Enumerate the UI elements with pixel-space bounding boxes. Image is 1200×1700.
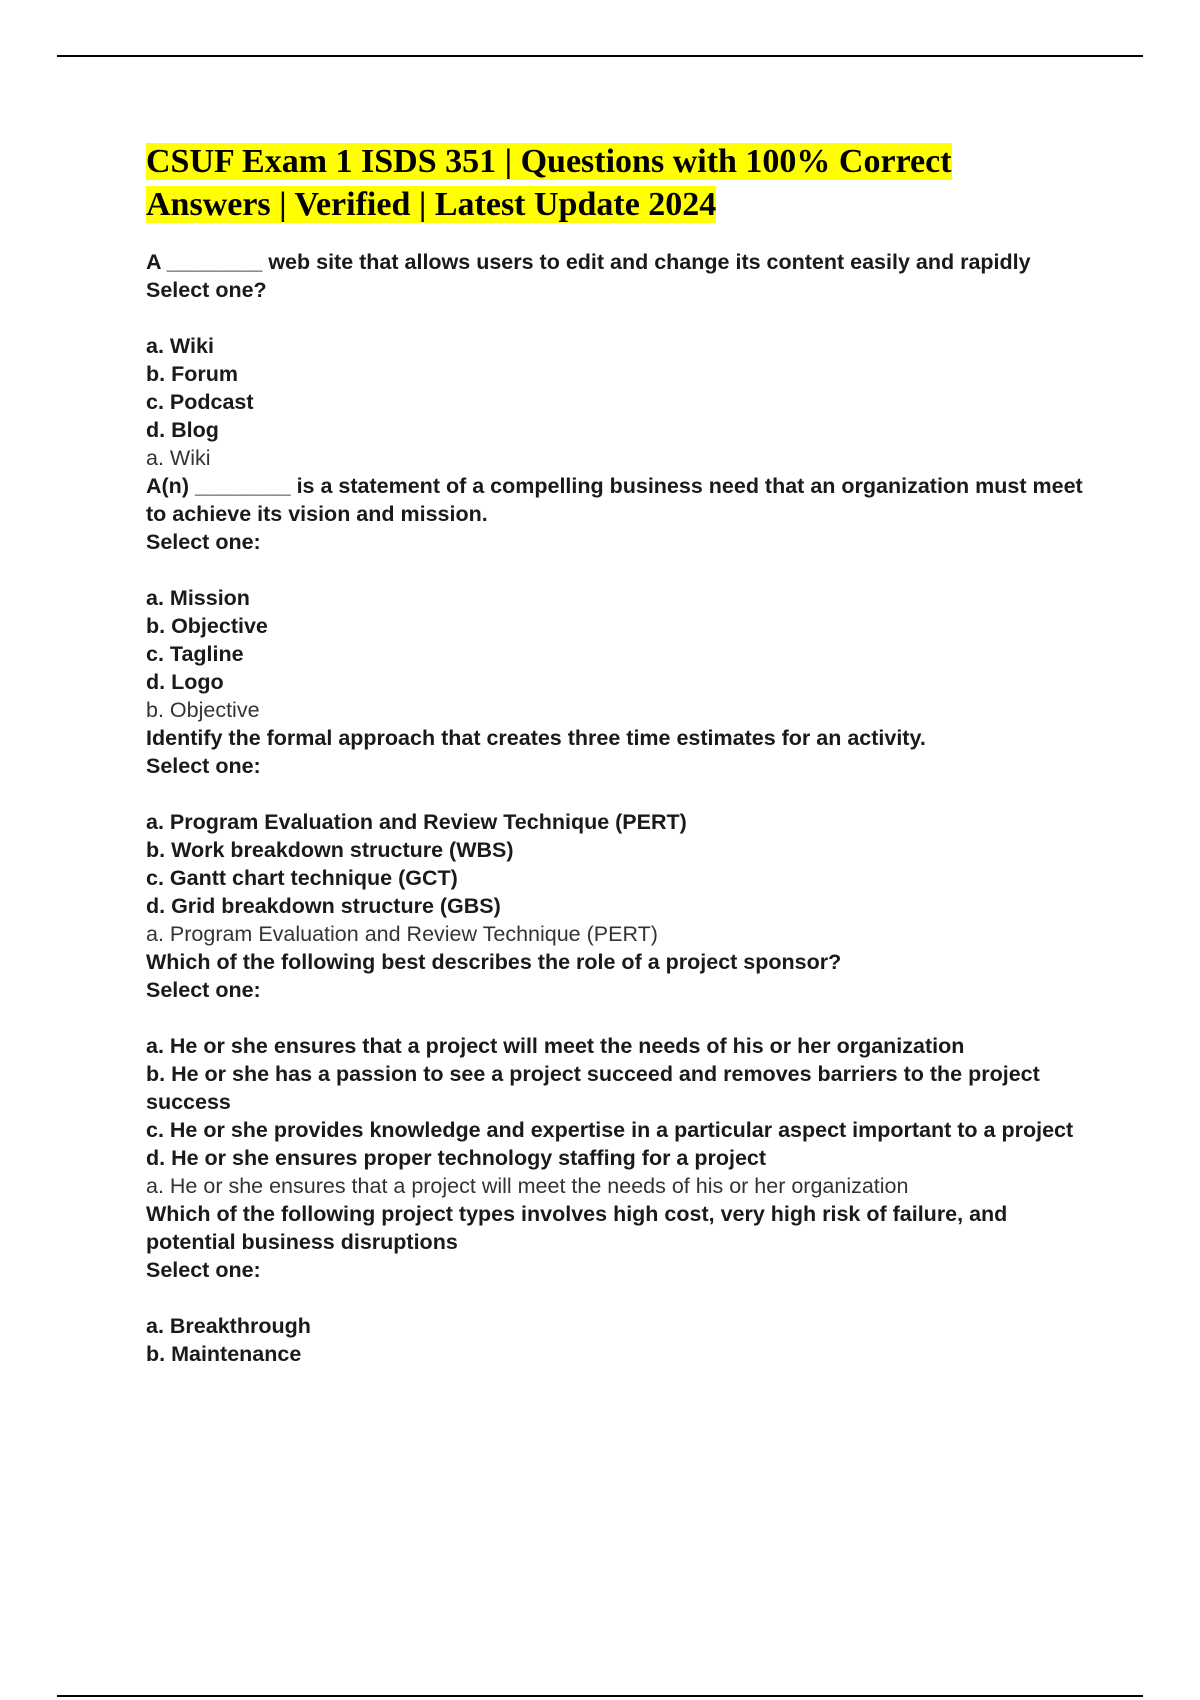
option-item: b. Work breakdown structure (WBS): [146, 838, 514, 862]
option-item: c. Tagline: [146, 642, 244, 666]
question-block: [146, 1200, 1096, 1368]
option-item: c. He or she provides knowledge and expertise in a particular aspect important to a project: [146, 1118, 1074, 1142]
question-block: [146, 724, 1096, 948]
question-block: [146, 248, 1096, 472]
select-prompt: Select one:: [146, 1258, 261, 1282]
option-item: b. Maintenance: [146, 1342, 302, 1366]
select-prompt: Select one:: [146, 530, 261, 554]
bottom-rule: [57, 1695, 1143, 1697]
question-block: [146, 948, 1096, 1200]
top-rule: [57, 55, 1143, 57]
select-prompt: Select one?: [146, 278, 267, 302]
question-text: Identify the formal approach that creates three time estimates for an activity.: [146, 726, 926, 750]
correct-answer: b. Objective: [146, 698, 260, 722]
question-text: A ________ web site that allows users to edit and change its content easily and rapidly: [146, 250, 1031, 274]
option-item: b. Objective: [146, 614, 268, 638]
option-item: a. Mission: [146, 586, 250, 610]
correct-answer: a. Wiki: [146, 446, 211, 470]
option-item: a. Program Evaluation and Review Technique (PERT): [146, 810, 687, 834]
option-item: c. Gantt chart technique (GCT): [146, 866, 458, 890]
option-item: d. Blog: [146, 418, 219, 442]
correct-answer: a. Program Evaluation and Review Technique (PERT): [146, 922, 658, 946]
option-item: a. He or she ensures that a project will meet the needs of his or her organization: [146, 1034, 965, 1058]
question-text: Which of the following best describes the role of a project sponsor?: [146, 950, 842, 974]
option-item: b. He or she has a passion to see a project succeed and removes barriers to the project success: [146, 1062, 1040, 1114]
title-line-1: CSUF Exam 1 ISDS 351 | Questions with 100% Correct: [146, 143, 952, 180]
select-prompt: Select one:: [146, 754, 261, 778]
correct-answer: a. He or she ensures that a project will meet the needs of his or her organization: [146, 1174, 909, 1198]
question-block: [146, 472, 1096, 724]
option-item: d. Logo: [146, 670, 224, 694]
option-item: d. Grid breakdown structure (GBS): [146, 894, 501, 918]
option-item: b. Forum: [146, 362, 238, 386]
document-body: [146, 140, 1096, 1368]
title-line-2: Answers | Verified | Latest Update 2024: [146, 186, 717, 223]
option-item: c. Podcast: [146, 390, 254, 414]
select-prompt: Select one:: [146, 978, 261, 1002]
option-item: a. Wiki: [146, 334, 214, 358]
option-item: a. Breakthrough: [146, 1314, 311, 1338]
document-title: [146, 140, 1096, 226]
question-text: A(n) ________ is a statement of a compelling business need that an organization must meet to achieve its vision and mission.: [146, 474, 1083, 526]
option-item: d. He or she ensures proper technology staffing for a project: [146, 1146, 767, 1170]
question-text: Which of the following project types involves high cost, very high risk of failure, and potential business disruptions: [146, 1202, 1008, 1254]
